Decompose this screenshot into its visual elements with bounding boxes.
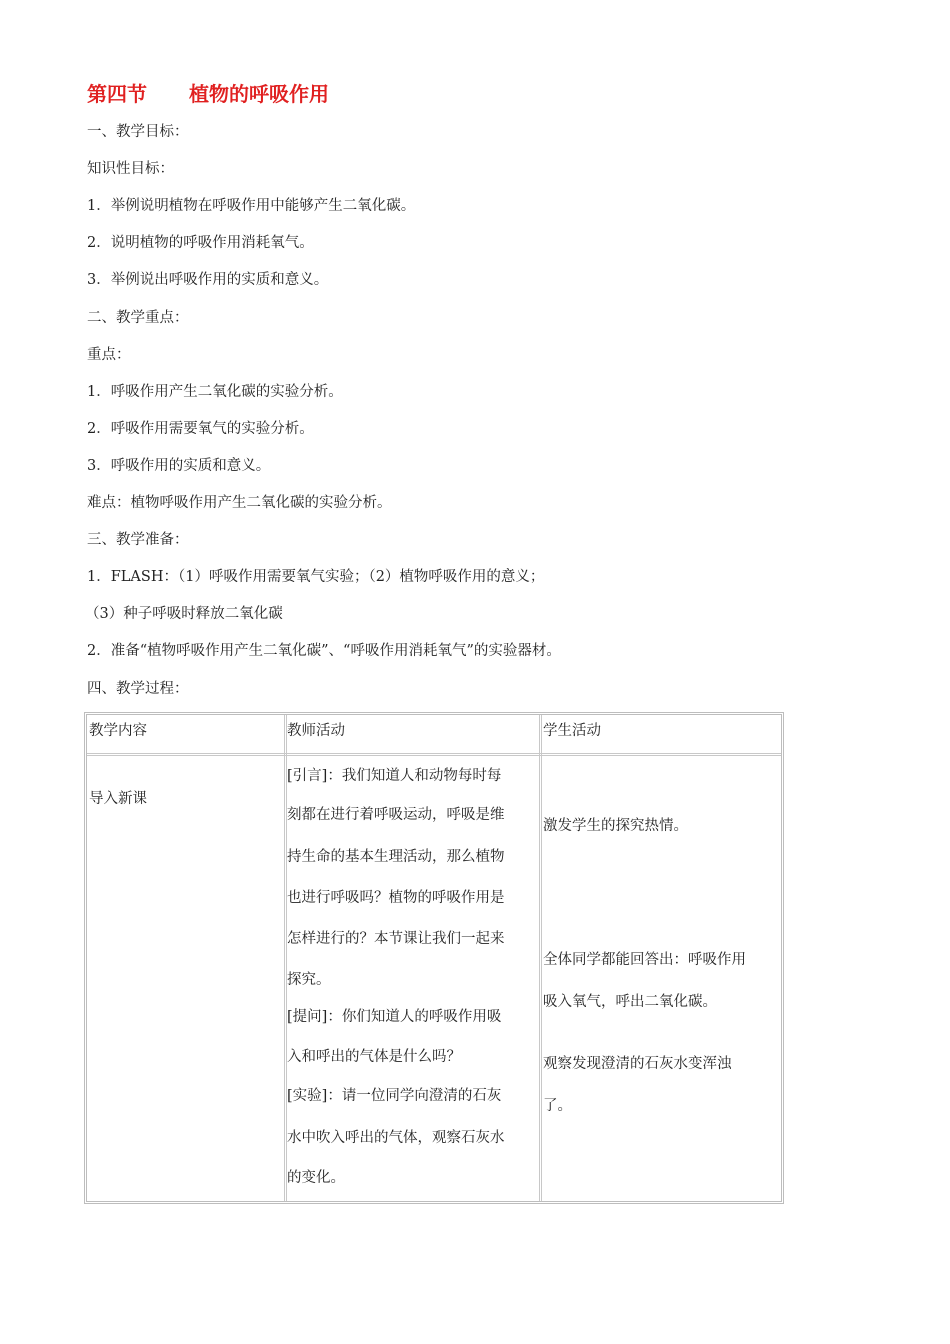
section-number: 第四节 (87, 82, 147, 106)
student-line: 激发学生的探究热情。 (543, 818, 688, 834)
text-line: 知识性目标： (87, 161, 174, 177)
text-line: 四、教学过程： (87, 681, 189, 697)
student-line: 观察发现澄清的石灰水变浑浊 (543, 1056, 732, 1072)
teacher-line: 探究。 (287, 972, 331, 988)
teacher-line: 水中吹入呼出的气体，观察石灰水 (287, 1130, 505, 1146)
teacher-line: [实验]：请一位同学向澄清的石灰 (287, 1088, 502, 1104)
text-line: 一、教学目标： (87, 124, 189, 140)
text-line: 2．说明植物的呼吸作用消耗氧气。 (87, 235, 314, 251)
text-line: 二、教学重点： (87, 310, 189, 326)
teacher-line: [提问]：你们知道人的呼吸作用吸 (287, 1009, 502, 1025)
teacher-line: 的变化。 (287, 1170, 345, 1186)
text-line: 2．呼吸作用需要氧气的实验分析。 (87, 421, 314, 437)
header-divider (87, 753, 781, 756)
column-divider (539, 715, 542, 1201)
page-title (87, 78, 329, 107)
text-line: 3．呼吸作用的实质和意义。 (87, 458, 271, 474)
teacher-line: 刻都在进行着呼吸运动，呼吸是维 (287, 807, 505, 823)
teaching-process-table (84, 712, 784, 1204)
text-line: 重点： (87, 347, 131, 363)
text-line: 三、教学准备： (87, 532, 189, 548)
teacher-line: 也进行呼吸吗？植物的呼吸作用是 (287, 890, 505, 906)
text-line: 2．准备“植物呼吸作用产生二氧化碳”、“呼吸作用消耗氧气”的实验器材。 (87, 643, 561, 659)
student-line: 全体同学都能回答出：呼吸作用 (543, 952, 746, 968)
teacher-line: 持生命的基本生理活动，那么植物 (287, 849, 505, 865)
text-line: 难点：植物呼吸作用产生二氧化碳的实验分析。 (87, 495, 392, 511)
student-line: 了。 (543, 1098, 572, 1114)
text-line: 1．FLASH：（1）呼吸作用需要氧气实验；（2）植物呼吸作用的意义； (87, 569, 545, 585)
text-line: 1．举例说明植物在呼吸作用中能够产生二氧化碳。 (87, 198, 416, 214)
header-content: 教学内容 (89, 723, 147, 739)
section-title: 植物的呼吸作用 (189, 82, 329, 106)
student-line: 吸入氧气，呼出二氧化碳。 (543, 994, 717, 1010)
teacher-line: 怎样进行的？本节课让我们一起来 (287, 931, 505, 947)
teacher-line: 入和呼出的气体是什么吗？ (287, 1049, 461, 1065)
text-line: 1．呼吸作用产生二氧化碳的实验分析。 (87, 384, 343, 400)
header-student: 学生活动 (543, 723, 601, 739)
text-line: （3）种子呼吸时释放二氧化碳 (85, 606, 283, 622)
cell-content: 导入新课 (89, 791, 147, 807)
header-teacher: 教师活动 (287, 723, 345, 739)
text-line: 3．举例说出呼吸作用的实质和意义。 (87, 272, 329, 288)
teacher-line: [引言]：我们知道人和动物每时每 (287, 768, 502, 784)
